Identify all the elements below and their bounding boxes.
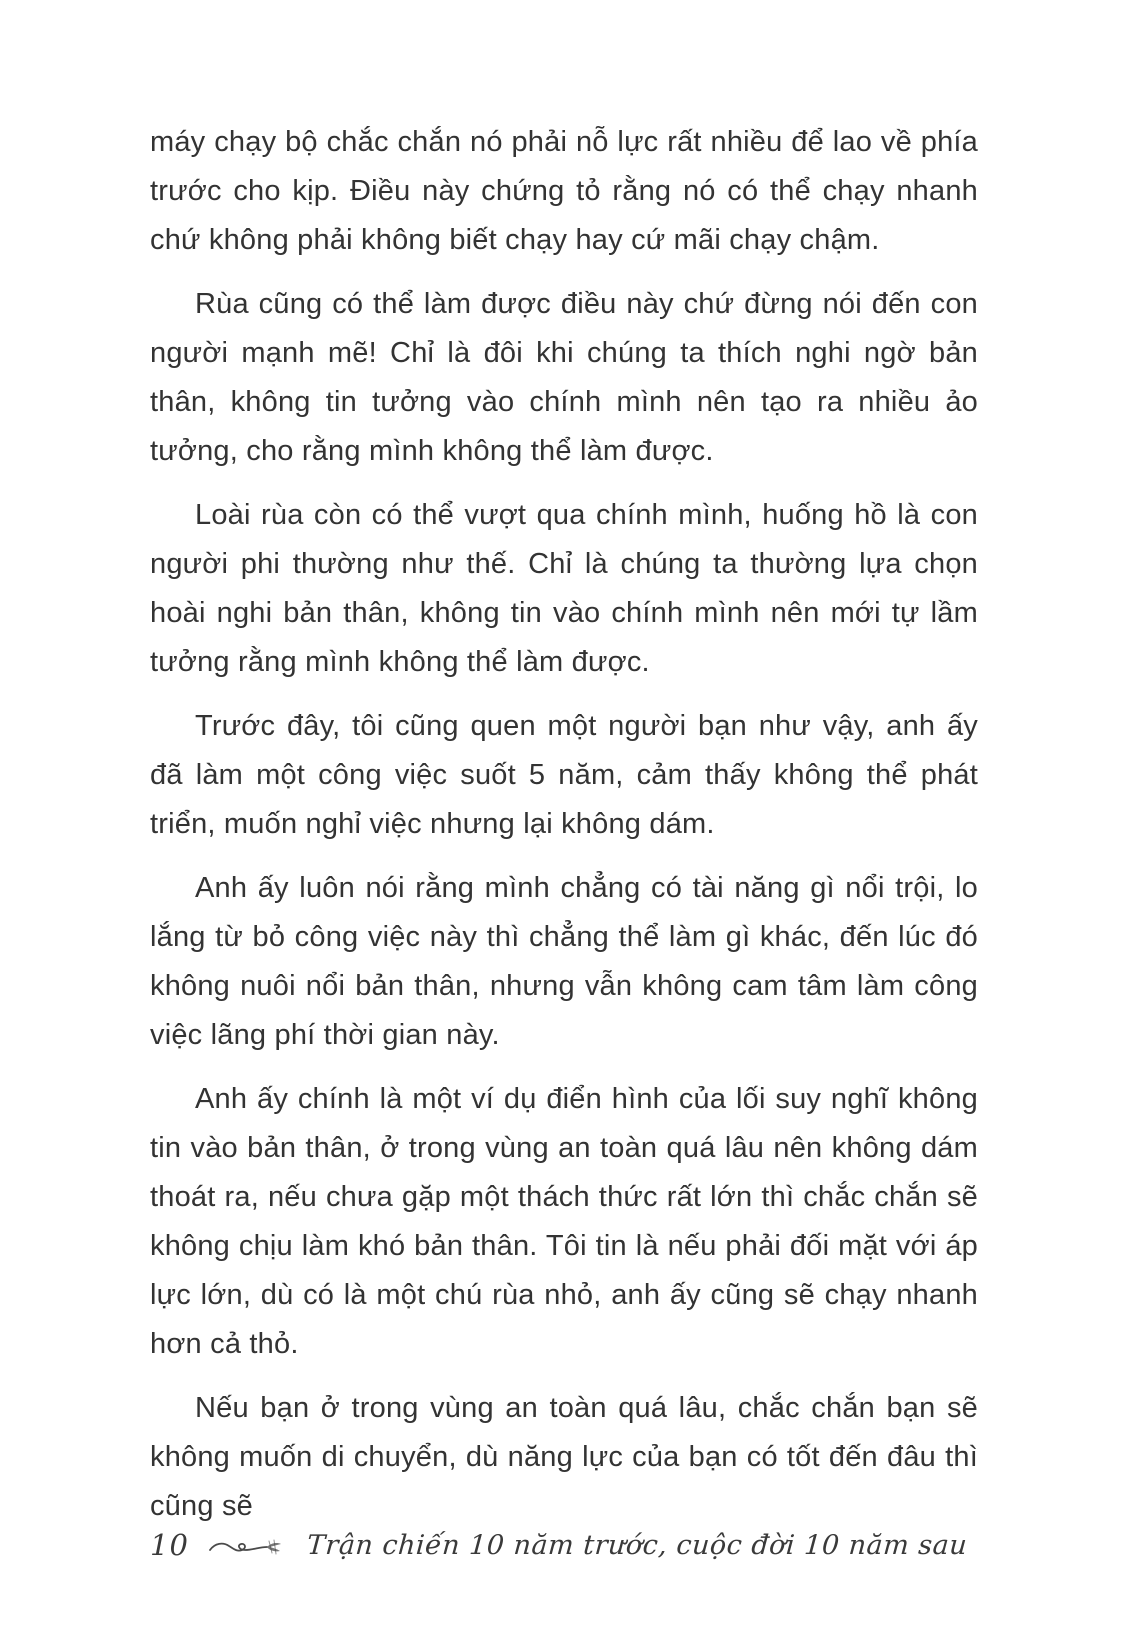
paragraph: Nếu bạn ở trong vùng an toàn quá lâu, chắc chắn bạn sẽ không muốn di chuyển, dù năng lực của bạn có tốt đến đâu thì cũng sẽ [150, 1392, 978, 1522]
paragraph: Trước đây, tôi cũng quen một người bạn như vậy, anh ấy đã làm một công việc suốt 5 năm, cảm thấy không thể phát triển, muốn nghỉ việc nhưng lại không dám. [150, 710, 978, 840]
footer-book-title: Trận chiến 10 năm trước, cuộc đời 10 năm sau [305, 1529, 969, 1561]
flourish-swirl-icon [207, 1534, 285, 1560]
paragraph: Rùa cũng có thể làm được điều này chứ đừng nói đến con người mạnh mẽ! Chỉ là đôi khi chúng ta thích nghi ngờ bản thân, không tin tưởng vào chính mình nên tạo ra nhiều ảo tưởng, cho rằng mình không thể làm được. [150, 288, 978, 467]
paragraph: Anh ấy luôn nói rằng mình chẳng có tài năng gì nổi trội, lo lắng từ bỏ công việc này thì chẳng thể làm gì khác, đến lúc đó không nuôi nổi bản thân, nhưng vẫn không cam tâm làm công việc lãng phí thời gian này. [150, 872, 978, 1051]
paragraph: máy chạy bộ chắc chắn nó phải nỗ lực rất nhiều để lao về phía trước cho kịp. Điều này chứng tỏ rằng nó có thể chạy nhanh chứ không phải không biết chạy hay cứ mãi chạy chậm. [150, 126, 978, 256]
footer-page-number: 10 [150, 1528, 189, 1562]
paragraph: Loài rùa còn có thể vượt qua chính mình, huống hồ là con người phi thường như thế. Chỉ là chúng ta thường lựa chọn hoài nghi bản thân, không tin vào chính mình nên mới tự lầm tưởng rằng mình không thể làm được. [150, 499, 978, 678]
page-body-text [150, 118, 978, 1546]
page-footer [150, 1528, 978, 1562]
paragraph: Anh ấy chính là một ví dụ điển hình của lối suy nghĩ không tin vào bản thân, ở trong vùng an toàn quá lâu nên không dám thoát ra, nếu chưa gặp một thách thức rất lớn thì chắc chắn sẽ không chịu làm khó bản thân. Tôi tin là nếu phải đối mặt với áp lực lớn, dù có là một chú rùa nhỏ, anh ấy cũng sẽ chạy nhanh hơn cả thỏ. [150, 1083, 978, 1360]
